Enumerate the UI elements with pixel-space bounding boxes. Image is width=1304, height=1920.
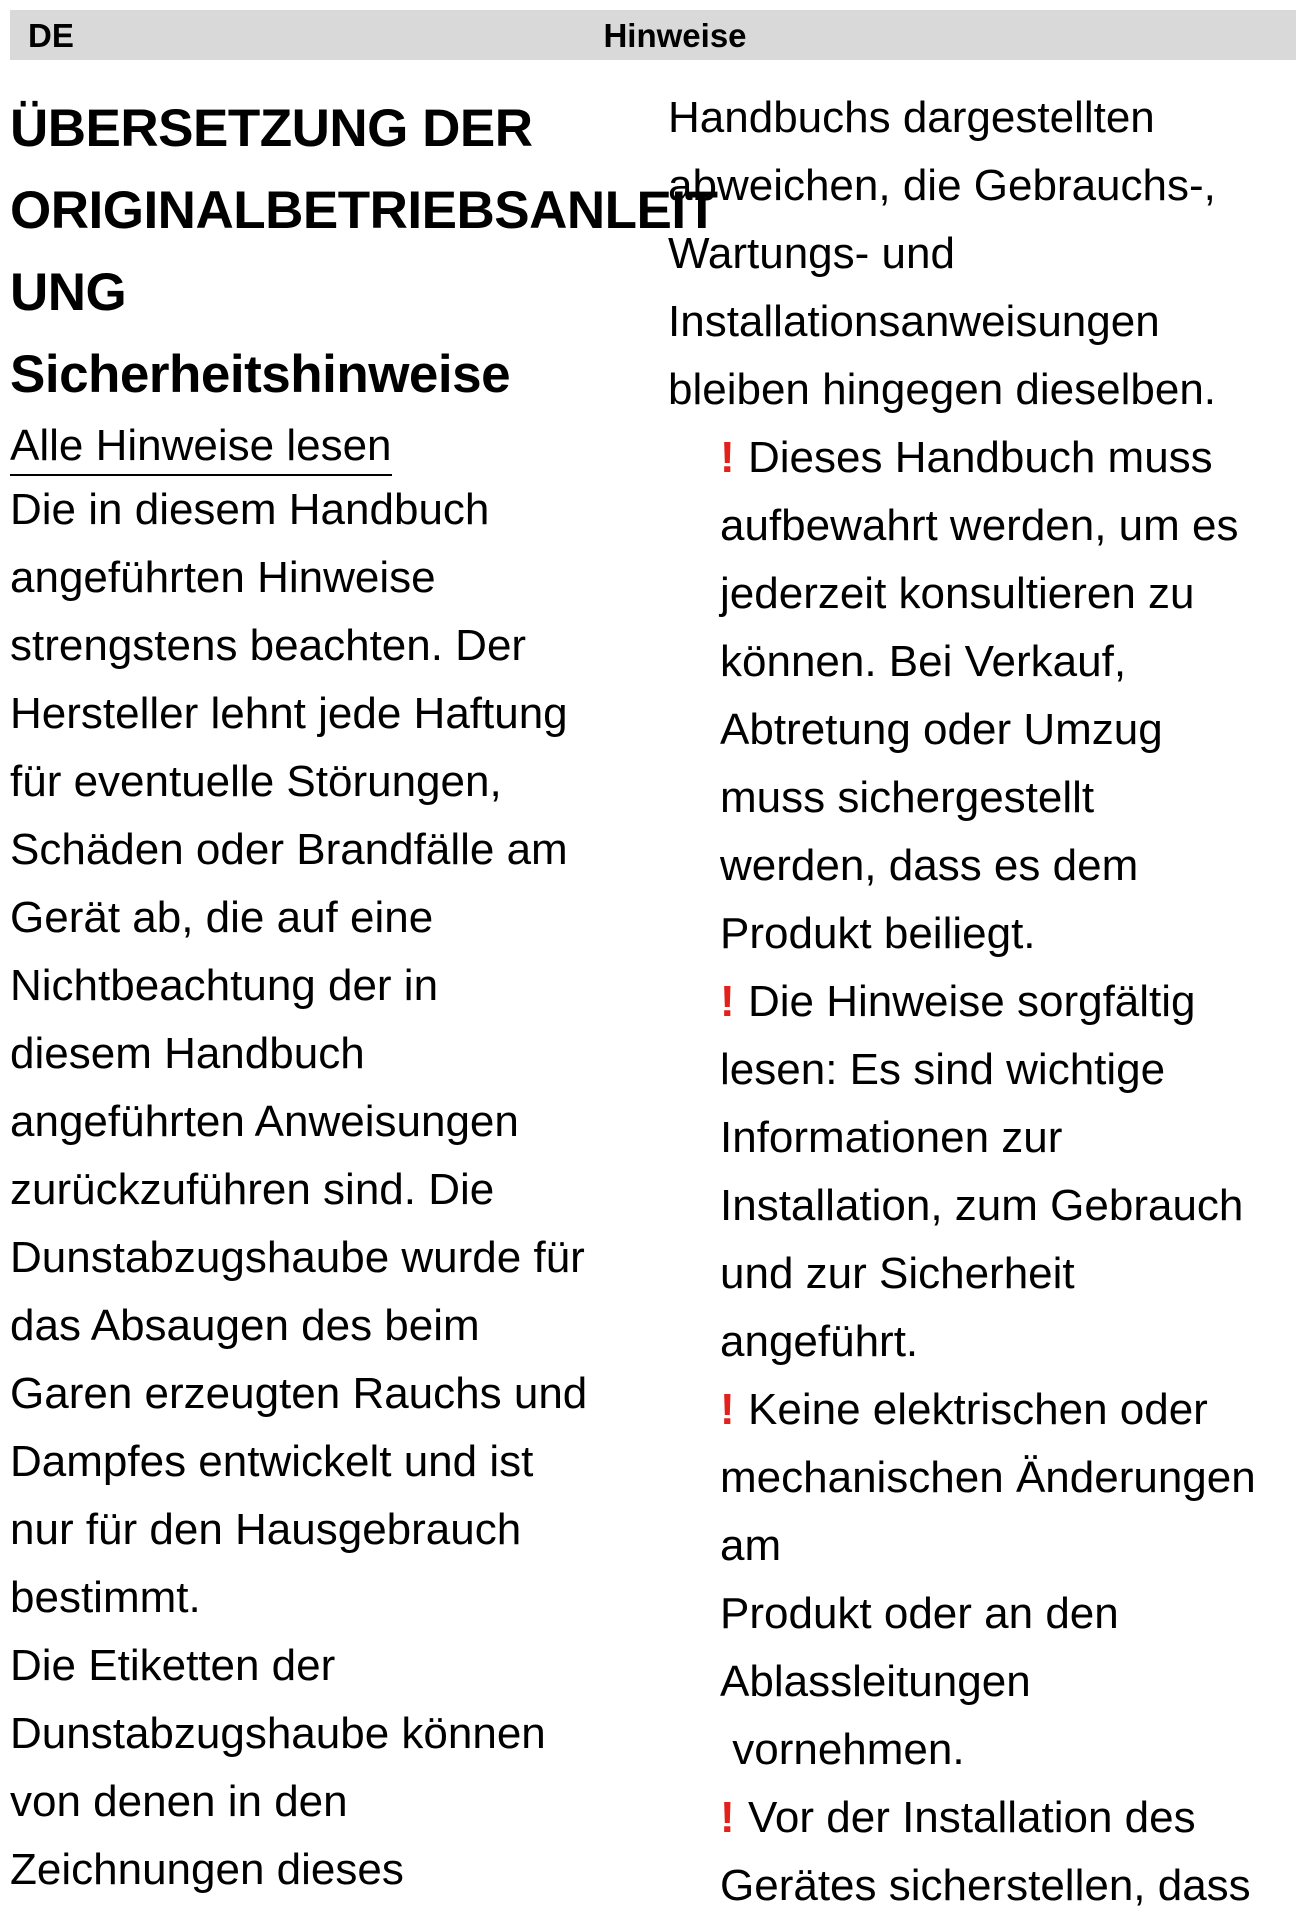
document-heading <box>10 88 718 416</box>
text-line: Produkt beiliegt. <box>720 909 1036 958</box>
heading-line: UNG <box>10 263 127 322</box>
text-line: Gerätes sicherstellen, dass <box>720 1861 1251 1910</box>
heading-line: ÜBERSETZUNG DER <box>10 99 533 158</box>
text-line: Informationen zur <box>720 1113 1063 1162</box>
page-header-bar <box>10 10 1296 60</box>
text-line: Schäden oder Brandfälle am <box>10 825 568 874</box>
warning-no-modifications <box>668 1376 1300 1784</box>
text-line: für eventuelle Störungen, <box>10 757 502 806</box>
subheading-read-all: Alle Hinweise lesen <box>10 418 392 476</box>
text-line <box>720 424 1300 492</box>
text-line: abweichen, die Gebrauchs-, <box>668 161 1216 210</box>
text-line: Gerät ab, die auf eine <box>10 893 434 942</box>
text-line: diesem Handbuch <box>10 1029 365 1078</box>
text-line: Zeichnungen dieses <box>10 1845 404 1894</box>
text-line: nur für den Hausgebrauch <box>10 1505 522 1554</box>
language-code: DE <box>28 17 74 54</box>
heading-line: Sicherheitshinweise <box>10 345 511 404</box>
text-line <box>720 1784 1300 1852</box>
text-line <box>720 1376 1300 1444</box>
warning-exclamation-icon: ! <box>720 1793 735 1842</box>
text-line: Installationsanweisungen <box>668 297 1160 346</box>
text-line: Dunstabzugshaube wurde für <box>10 1233 585 1282</box>
text-line: Garen erzeugten Rauchs und <box>10 1369 588 1418</box>
warning-exclamation-icon: ! <box>720 1385 735 1434</box>
text-line: angeführt. <box>720 1317 919 1366</box>
labels-paragraph <box>10 1632 650 1904</box>
section-title: Hinweise <box>603 17 747 54</box>
text-line <box>720 968 1300 1036</box>
labels-paragraph-continued <box>668 84 1300 424</box>
text-line: strengstens beachten. Der <box>10 621 527 670</box>
intro-paragraph <box>10 476 650 1632</box>
text-line: jederzeit konsultieren zu <box>720 569 1195 618</box>
text-line: muss sichergestellt <box>720 773 1095 822</box>
text-line: Ablassleitungen <box>720 1657 1031 1706</box>
text-line: das Absaugen des beim <box>10 1301 480 1350</box>
warning-before-installation <box>668 1784 1300 1920</box>
left-column <box>10 88 718 1904</box>
text-line: Installation, zum Gebrauch <box>720 1181 1244 1230</box>
text-line: von denen in den <box>10 1777 348 1826</box>
text-line: angeführten Hinweise <box>10 553 436 602</box>
text-line: Hersteller lehnt jede Haftung <box>10 689 568 738</box>
text-line: Handbuchs dargestellten <box>668 93 1155 142</box>
heading-line: ORIGINALBETRIEBSANLEIT <box>10 181 718 240</box>
text-line: können. Bei Verkauf, <box>720 637 1127 686</box>
warning-text: Vor der Installation des <box>748 1793 1196 1842</box>
text-line: mechanischen Änderungen <box>720 1453 1256 1502</box>
text-line: und zur Sicherheit <box>720 1249 1075 1298</box>
text-line: lesen: Es sind wichtige <box>720 1045 1166 1094</box>
warning-read-carefully <box>668 968 1300 1376</box>
text-line: vornehmen. <box>720 1725 965 1774</box>
warning-exclamation-icon: ! <box>720 433 735 482</box>
text-line: Abtretung oder Umzug <box>720 705 1163 754</box>
text-line: Dampfes entwickelt und ist <box>10 1437 534 1486</box>
warning-text: Die Hinweise sorgfältig <box>748 977 1196 1026</box>
text-line: am <box>720 1521 782 1570</box>
warning-text: Dieses Handbuch muss <box>748 433 1213 482</box>
warning-text: Keine elektrischen oder <box>748 1385 1208 1434</box>
text-line: bleiben hingegen dieselben. <box>668 365 1217 414</box>
text-line: Wartungs- und <box>668 229 955 278</box>
text-line: Nichtbeachtung der in <box>10 961 439 1010</box>
warning-exclamation-icon: ! <box>720 977 735 1026</box>
text-line: angeführten Anweisungen <box>10 1097 519 1146</box>
text-line: bestimmt. <box>10 1573 201 1622</box>
right-column <box>668 84 1300 1920</box>
text-line: Die Etiketten der <box>10 1641 336 1690</box>
text-line: aufbewahrt werden, um es <box>720 501 1239 550</box>
text-line: werden, dass es dem <box>720 841 1139 890</box>
text-line: Dunstabzugshaube können <box>10 1709 546 1758</box>
text-line: Die in diesem Handbuch <box>10 485 490 534</box>
text-line: zurückzuführen sind. Die <box>10 1165 495 1214</box>
warning-keep-manual <box>668 424 1300 968</box>
text-line: Produkt oder an den <box>720 1589 1119 1638</box>
